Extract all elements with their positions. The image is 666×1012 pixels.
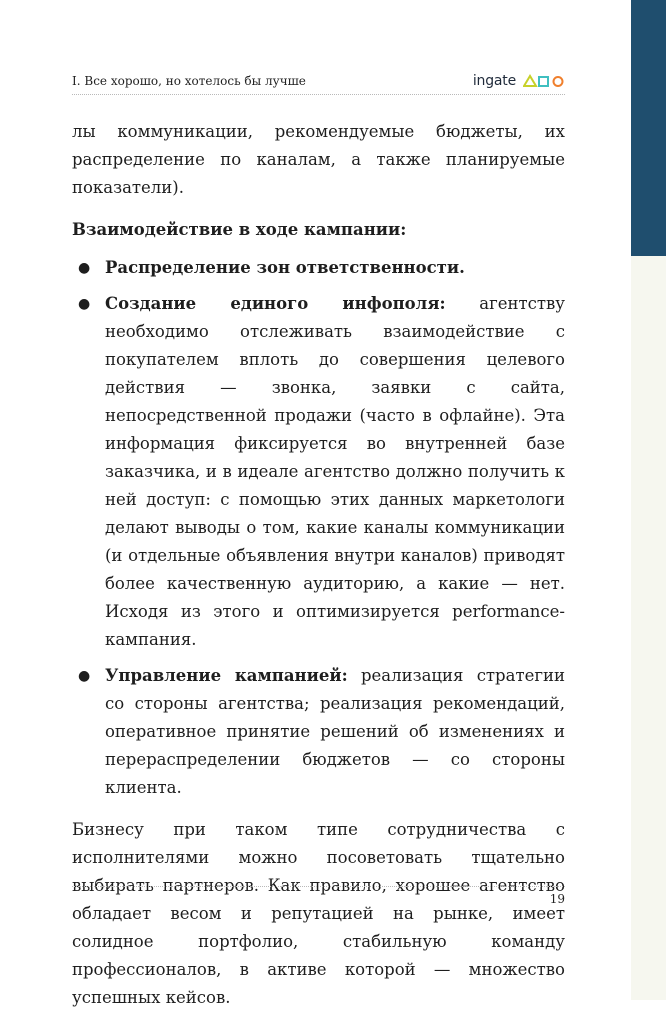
bullet-icon: ● bbox=[78, 260, 91, 276]
bullet-icon: ● bbox=[78, 668, 91, 684]
running-header bbox=[72, 70, 565, 94]
logo-square-icon bbox=[539, 77, 548, 86]
footer-divider bbox=[72, 886, 565, 887]
section-heading: Взаимодействие в ходе кампании: bbox=[72, 220, 407, 239]
bullet-lead: Распределение зон ответственности. bbox=[105, 258, 465, 277]
page-edge-strip bbox=[631, 256, 666, 1000]
bullet-list bbox=[72, 254, 565, 802]
bullet-icon: ● bbox=[78, 296, 91, 312]
brand-name: ingate bbox=[472, 73, 516, 89]
header-divider bbox=[72, 94, 565, 95]
list-item bbox=[72, 662, 565, 802]
logo-triangle-icon bbox=[524, 76, 536, 86]
page-number: 19 bbox=[549, 892, 565, 906]
closing-paragraph: Бизнесу при таком типе сотрудничества с исполнителями можно посоветовать тщательно выбирать партнеров. Как правило, хорошее агентство обладает весом и репутацией на рынке, имеет солидное портфолио, стабильную команду профессионалов, в активе которой — множество успешных кейсов. bbox=[72, 820, 565, 1007]
logo-circle-icon bbox=[554, 77, 563, 86]
continuation-paragraph: лы коммуникации, рекомендуемые бюджеты, их распределение по каналам, а также планируемые показатели). bbox=[72, 122, 565, 197]
bullet-text: агентству необходимо отслеживать взаимодействие с покупателем вплоть до совершения целевого действия — звонка, заявки с сайта, непосредственной продажи (часто в офлайне). Эта информация фиксируется во внутренней базе заказчика, и в идеале агентство должно получить к ней доступ: с помощью этих данных маркетологи делают выводы о том, какие каналы коммуникации (и отдельные объявления внутри каналов) приводят более качественную аудиторию, а какие — нет. Исходя из этого и оптимизируется performance-кампания. bbox=[105, 294, 565, 649]
brand-shapes-icon bbox=[523, 74, 565, 88]
bullet-lead: Управление кампанией: bbox=[105, 666, 348, 685]
list-item bbox=[72, 290, 565, 654]
list-item bbox=[72, 254, 565, 282]
bullet-lead: Создание единого инфополя: bbox=[105, 294, 446, 313]
chapter-title: I. Все хорошо, но хотелось бы лучше bbox=[72, 74, 306, 88]
brand-logo-group bbox=[473, 70, 565, 92]
chapter-side-tab bbox=[631, 0, 666, 256]
page-body bbox=[72, 118, 565, 1012]
bullet-text: реализация стратегии со стороны агентства; реализация рекомендаций, оперативное принятие решений об изменениях и перераспределении бюджетов — со стороны клиента. bbox=[105, 666, 565, 797]
